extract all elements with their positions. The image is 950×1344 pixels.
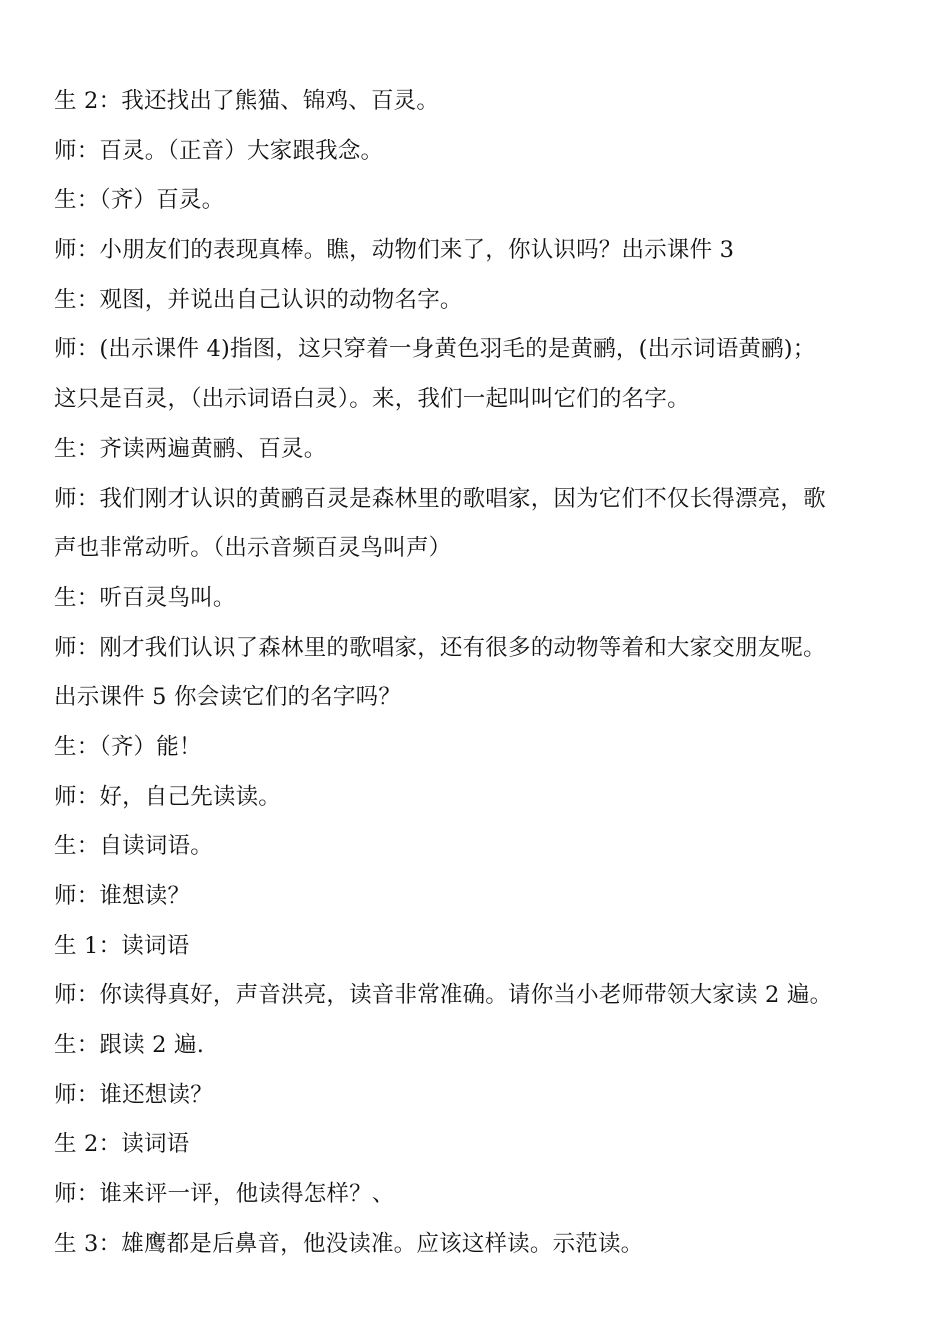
text-line: 生：（齐）能！ [54,733,202,760]
text-line: 生：齐读两遍黄鹂、百灵。 [54,435,327,462]
text-line: 生：跟读 2 遍. [54,1032,205,1059]
text-line: 生 2：读词语 [54,1131,190,1158]
text-line: 生：（齐）百灵。 [54,187,225,214]
text-line: 生：听百灵鸟叫。 [54,584,236,611]
text-line: 师：你读得真好，声音洪亮，读音非常准确。请你当小老师带领大家读 2 遍。 [54,982,833,1009]
text-line: 师：百灵。（正音）大家跟我念。 [54,137,384,164]
text-line: 出示课件 5 你会读它们的名字吗？ [54,684,402,711]
text-line: 师：谁来评一评，他读得怎样？、 [54,1181,395,1208]
text-line: 生：自读词语。 [54,833,213,860]
text-line: 生 3：雄鹰都是后鼻音，他没读准。应该这样读。示范读。 [54,1230,644,1257]
text-line: 师：好，自己先读读。 [54,783,282,810]
text-line: 声也非常动听。（出示音频百灵鸟叫声） [54,535,452,562]
text-line: 师：谁还想读？ [54,1081,213,1108]
text-line: 师：小朋友们的表现真棒。瞧，动物们来了，你认识吗？出示课件 3 [54,237,735,264]
text-line: 这只是百灵，（出示词语白灵）。来，我们一起叫叫它们的名字。 [54,386,690,413]
text-line: 师：我们刚才认识的黄鹂百灵是森林里的歌唱家，因为它们不仅长得漂亮，歌 [54,485,826,512]
text-line: 生 2：我还找出了熊猫、锦鸡、百灵。 [54,88,440,114]
text-line: 师：刚才我们认识了森林里的歌唱家，还有很多的动物等着和大家交朋友呢。 [54,634,826,661]
text-line: 师：谁想读？ [54,883,191,909]
text-line: 生：观图，并说出自己认识的动物名字。 [54,286,463,313]
text-line: 师：(出示课件 4)指图，这只穿着一身黄色羽毛的是黄鹂，(出示词语黄鹂)； [54,336,816,363]
dialogue-transcript [54,79,914,1272]
text-line: 生 1：读词语 [54,932,190,959]
